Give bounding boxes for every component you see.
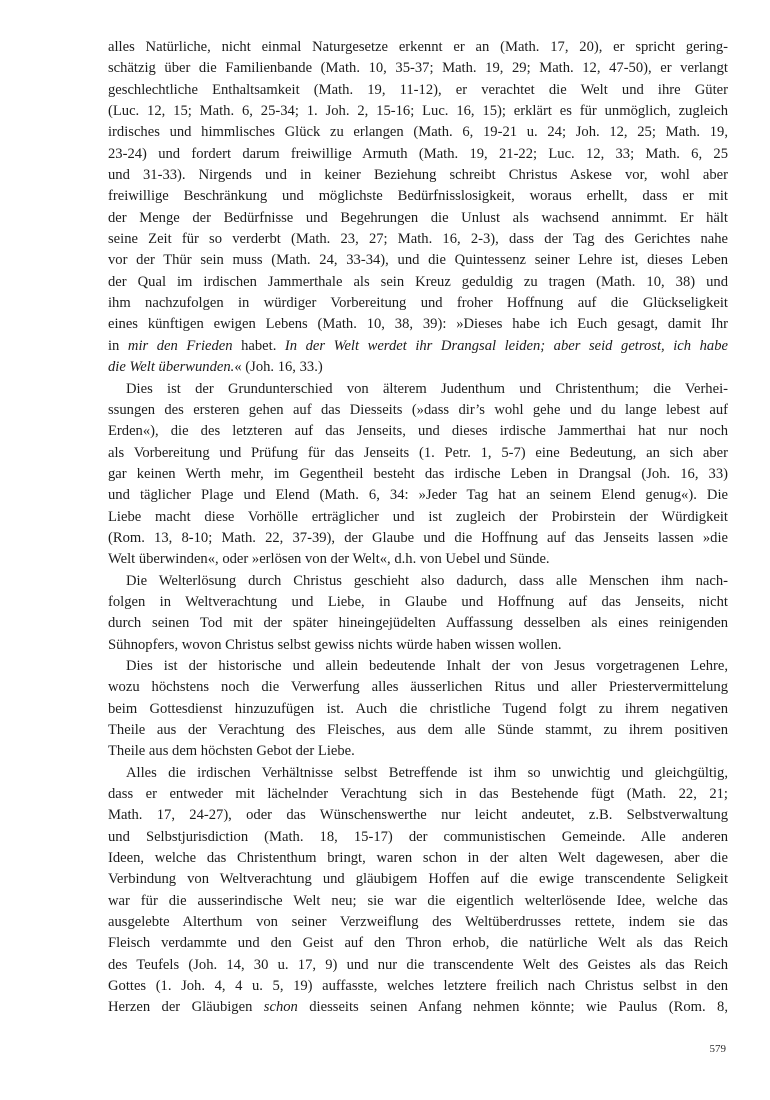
text-segment: als Vorbereitung und Prüfung für das Jenseits (1. Petr. 1, 5-7) eine Bedeutung, an sich aber [108, 444, 728, 461]
paragraph [108, 571, 728, 656]
text-segment: Fleisch verdammte und den Geist auf den Thron erhob, die natürliche Welt als das Reich [108, 935, 728, 952]
text-line [108, 784, 728, 805]
text-line [108, 336, 728, 357]
text-block [108, 37, 728, 1019]
paragraph [108, 379, 728, 571]
text-segment: ihm nachzufolgen in würdiger Vorbereitung und froher Hoffnung auf die Glückseligkeit [108, 295, 728, 312]
text-segment: gar keinen Werth mehr, im Gegentheil besteht das irdische Leben in Drangsal (Joh. 16, 33) [108, 465, 728, 482]
text-line [108, 464, 728, 485]
text-line [108, 357, 728, 378]
text-line [108, 443, 728, 464]
text-segment: seine Zeit für so verderbt (Math. 23, 27; Math. 16, 2-3), dass der Tag des Gerichtes nahe [108, 231, 728, 248]
text-segment: Ideen, welche das Christenthum bringt, waren schon in der alten Welt dagewesen, aber die [108, 850, 728, 867]
text-line [108, 976, 728, 997]
italic-text-segment: schon [263, 999, 298, 1016]
text-segment: Gottes (1. Joh. 4, 4 u. 5, 19) auffasste, welches letztere freilich nach Christus selbst in den [108, 978, 728, 995]
text-line [108, 528, 728, 549]
text-segment: Erden«), die des letzteren auf das Jenseits, und dieses irdische Jammerthai hat nur noch [108, 423, 728, 440]
text-segment: (Luc. 12, 15; Math. 6, 25-34; 1. Joh. 2, 15-16; Luc. 16, 15); erklärt es für unmöglich, zugleich [108, 103, 728, 120]
text-line [108, 80, 728, 101]
text-line [108, 805, 728, 826]
text-segment: Alles die irdischen Verhältnisse selbst Betreffende ist ihm so unwichtig und gleichgültig, [126, 764, 728, 781]
text-line [108, 122, 728, 143]
text-line [108, 741, 728, 762]
text-segment: des Teufels (Joh. 14, 30 u. 17, 9) und nur die transcendente Welt des Geistes als das Reich [108, 956, 728, 973]
text-segment: ssungen des ersteren gehen auf das Diesseits (»dass dir’s wohl gehe und du lange lebest auf [108, 401, 728, 418]
text-segment: schätzig über die Familienbande (Math. 10, 35-37; Math. 19, 29; Math. 12, 47-50), er verlangt [108, 60, 728, 77]
text-segment: irdisches und himmlisches Glück zu erlangen (Math. 6, 19-21 u. 24; Joh. 12, 25; Math. 19, [108, 124, 728, 141]
text-line [108, 699, 728, 720]
text-segment: eines künftigen ewigen Lebens (Math. 10, 38, 39): »Dieses habe ich Euch gesagt, damit Ihr [108, 316, 728, 333]
text-segment: alles Natürliche, nicht einmal Naturgesetze erkennt er an (Math. 17, 20), er spricht gering- [108, 39, 728, 55]
text-segment: geschlechtliche Enthaltsamkeit (Math. 19, 11-12), er verachtet die Welt und ihre Güter [108, 81, 728, 98]
text-segment: und Selbstjurisdiction (Math. 18, 15-17) der communistischen Gemeinde. Alle anderen [108, 828, 728, 845]
text-line [108, 485, 728, 506]
text-line [108, 997, 728, 1018]
text-line [108, 592, 728, 613]
text-line [108, 571, 728, 592]
text-line [108, 165, 728, 186]
text-segment: Die Welterlösung durch Christus geschieht also dadurch, dass alle Menschen ihm nach- [126, 572, 728, 589]
text-segment: war für die ausserindische Welt neu; sie war die eigentlich welterlösende Idee, welche das [108, 892, 728, 909]
text-line [108, 912, 728, 933]
text-line [108, 549, 728, 570]
text-line [108, 208, 728, 229]
text-segment: wozu höchstens noch die Verwerfung alles äusserlichen Ritus und aller Priestervermittelung [108, 679, 728, 696]
text-segment: (Rom. 13, 8-10; Math. 22, 37-39), der Glaube und die Hoffnung auf das Jenseits lassen »die [108, 529, 728, 546]
text-segment: dass er entweder mit lächelnder Verachtung sich in das Bestehende fügt (Math. 22, 21; [108, 786, 728, 803]
text-segment: Sühnopfers, wovon Christus selbst gewiss nichts würde haben wissen wollen. [108, 636, 562, 653]
text-segment: folgen in Weltverachtung und Liebe, in Glaube und Hoffnung auf das Jenseits, nicht [108, 593, 728, 610]
text-line [108, 101, 728, 122]
text-line [108, 58, 728, 79]
text-segment: Welt überwinden«, oder »erlösen von der Welt«, d.h. von Uebel und Sünde. [108, 551, 550, 568]
text-line [108, 635, 728, 656]
text-segment: diesseits seinen Anfang nehmen könnte; wie Paulus (Rom. 8, [297, 999, 728, 1016]
text-line [108, 400, 728, 421]
text-line [108, 763, 728, 784]
paragraph [108, 37, 728, 379]
text-segment: vor der Thür sein muss (Math. 24, 33-34), und die Quintessenz seiner Lehre ist, dieses Leben [108, 252, 728, 269]
text-line [108, 421, 728, 442]
text-line [108, 869, 728, 890]
text-line [108, 293, 728, 314]
text-segment: habet. [232, 337, 285, 354]
text-segment: der Qual im irdischen Jammerthale als sein Kreuz geduldig zu tragen (Math. 10, 38) und [108, 273, 728, 290]
text-line [108, 848, 728, 869]
text-segment: Dies ist der Grundunterschied von älterem Judenthum und Christenthum; die Verhei- [126, 380, 728, 397]
text-line [108, 314, 728, 335]
text-segment: « (Joh. 16, 33.) [234, 359, 323, 376]
paragraph [108, 656, 728, 763]
text-line [108, 250, 728, 271]
text-line [108, 144, 728, 165]
text-segment: Verbindung von Weltverachtung und gläubigem Hoffen auf die ewige transcendente Seligkeit [108, 871, 728, 888]
italic-text-segment: mir den Frieden [127, 337, 233, 354]
italic-text-segment: die Welt überwunden. [108, 359, 235, 376]
text-segment: Dies ist der historische und allein bedeutende Inhalt der von Jesus vorgetragenen Lehre, [126, 657, 728, 674]
text-segment: Liebe macht diese Vorhölle erträglicher und ist zugleich der Probirstein der Würdigkeit [108, 508, 728, 525]
text-line [108, 229, 728, 250]
text-line [108, 720, 728, 741]
text-segment: 23-24) und fordert darum freiwillige Armuth (Math. 19, 21-22; Luc. 12, 33; Math. 6, 25 [108, 145, 728, 162]
text-segment: Theile aus der Verachtung des Fleisches, aus dem alle Sünde stammt, zu ihrem positiven [108, 722, 728, 738]
text-segment: Herzen der Gläubigen [108, 999, 264, 1016]
italic-text-segment: In der Welt werdet ihr Drangsal leiden; aber seid getrost, ich habe [284, 337, 728, 354]
text-line [108, 186, 728, 207]
text-line [108, 379, 728, 400]
text-line [108, 677, 728, 698]
text-segment: und 31-33). Nirgends und in keiner Beziehung schreibt Christus Askese vor, wohl aber [108, 167, 728, 184]
text-segment: und täglicher Plage und Elend (Math. 6, 34: »Jeder Tag hat an seinem Elend genug«). Die [108, 487, 728, 504]
text-line [108, 507, 728, 528]
text-segment: in [108, 337, 128, 354]
text-line [108, 933, 728, 954]
text-segment: durch seinen Tod mit der später hineingejüdelten Auffassung desselben als eines reinigenden [108, 615, 728, 632]
text-segment: Math. 17, 24-27), oder das Wünschenswerthe nur leicht andeutet, z.B. Selbstverwaltung [108, 807, 728, 824]
text-line [108, 37, 728, 58]
text-line [108, 955, 728, 976]
text-segment: Theile aus dem höchsten Gebot der Liebe. [108, 743, 355, 760]
text-segment: freiwillige Beschränkung und möglichste Bedürfnisslosigkeit, woraus erhellt, dass er mit [108, 188, 728, 205]
text-segment: ausgelebte Alterthum von seiner Verzweiflung des Weltüberdrusses rettete, indem sie das [108, 914, 728, 931]
page-number: 579 [709, 1043, 726, 1055]
text-line [108, 272, 728, 293]
text-segment: der Menge der Bedürfnisse und Begehrungen die Unlust als wachsend annimmt. Er hält [108, 209, 728, 226]
text-line [108, 656, 728, 677]
text-segment: beim Gottesdienst hinzuzufügen ist. Auch die christliche Tugend folgt zu ihrem negativen [108, 700, 728, 717]
text-line [108, 827, 728, 848]
text-line [108, 613, 728, 634]
text-line [108, 891, 728, 912]
paragraph [108, 763, 728, 1019]
